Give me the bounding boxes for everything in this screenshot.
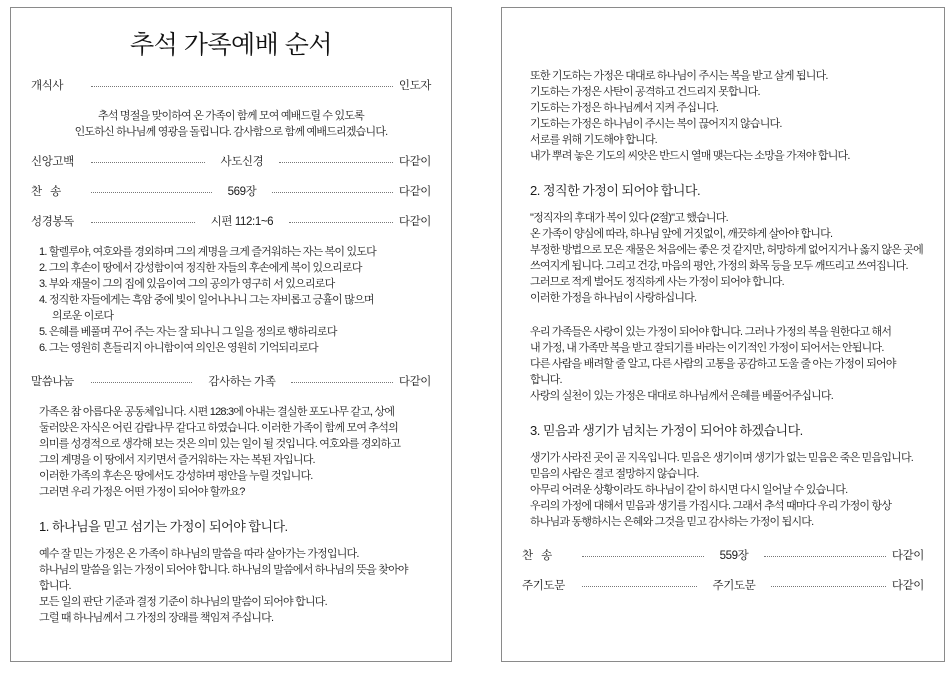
order-row-sermon [31, 374, 431, 390]
dotted-leader [91, 192, 212, 193]
row-content: 감사하는 가족 [208, 376, 276, 388]
text-line: 하나님의 말씀을 읽는 가정이 되어야 합니다. 하나님의 말씀에서 하나님의 뜻을 찾아야 합니다. [39, 564, 408, 592]
order-row-creed [31, 154, 431, 170]
text-line: 다른 사람을 배려할 줄 알고, 다른 사람의 고통을 공감하고 도울 줄 아는 가정이 되어야 합니다. [530, 358, 896, 386]
text-line: 믿음의 사람은 결코 절망하지 않습니다. [530, 468, 699, 480]
section-3-text [522, 450, 924, 530]
row-content: 시편 112:1~6 [210, 216, 274, 228]
row-label: 찬 송 [522, 550, 552, 562]
text-line: 내 가정, 내 가족만 복을 받고 잘되기를 바라는 이기적인 가정이 되어서는 안됩니다. [530, 342, 884, 354]
text-line: 이러한 가족의 후손은 땅에서도 강성하며 평안을 누릴 것입니다. [39, 470, 313, 482]
verse: 5. 은혜를 베풀며 꾸어 주는 자는 잘 되나니 그 일을 정의로 행하리로다 [39, 326, 337, 338]
sermon-intro [31, 404, 431, 500]
text-line: 쓰여지게 됩니다. 그리고 건강, 마음의 평안, 가정의 화목 등을 모두 깨뜨리고 쓰여집니다. [530, 260, 908, 272]
text-line: 그러므로 적게 벌어도 정직하게 사는 가정이 되어야 합니다. [530, 276, 784, 288]
text-line: 모든 일의 판단 기준과 결정 기준이 하나님의 말씀이 되어야 합니다. [39, 596, 327, 608]
scripture-verses [31, 244, 431, 356]
verse: 1. 할렐루야, 여호와를 경외하며 그의 계명을 크게 즐거워하는 자는 복이 있도다 [39, 246, 376, 258]
text-line: 사랑의 실천이 있는 가정은 대대로 하나님께서 은혜를 베풀어주십니다. [530, 390, 834, 402]
dotted-leader [771, 586, 886, 587]
verse: 의로운 이로다 [52, 310, 114, 322]
text-line: 기도하는 가정은 하나님이 주시는 복이 끊어지지 않습니다. [530, 118, 782, 130]
section-2-love-text [522, 324, 924, 404]
text-line: 우리의 가정에 대해서 믿음과 생기를 가집시다. 그래서 추석 때마다 우리 가정이 항상 [530, 500, 892, 512]
text-line: 그럴 때 하나님께서 그 가정의 장래를 책임져 주십니다. [39, 612, 274, 624]
text-line: 부정한 방법으로 모은 재물은 처음에는 좋은 것 같지만, 허망하게 없어지거나 옳지 않은 곳에 [530, 244, 923, 256]
dotted-leader [91, 162, 205, 163]
row-label: 주기도문 [522, 580, 565, 592]
text-line: 이러한 가정을 하나님이 사랑하십니다. [530, 292, 697, 304]
order-row-opening [31, 78, 431, 94]
left-page [10, 7, 452, 662]
text-line: 또한 기도하는 가정은 대대로 하나님이 주시는 복을 받고 살게 됩니다. [530, 70, 828, 82]
section-1-text [31, 546, 431, 626]
text-line: 생기가 사라진 곳이 곧 지옥입니다. 믿음은 생기이며 생기가 없는 믿음은 죽은 믿음입니다. [530, 452, 914, 464]
dotted-leader [272, 192, 393, 193]
order-row-closing-hymn [522, 548, 924, 564]
dotted-leader [91, 382, 192, 383]
text-line: 추석 명절을 맞이하여 온 가족이 함께 모여 예배드릴 수 있도록 [98, 110, 364, 122]
dotted-leader [582, 556, 704, 557]
row-leader: 다같이 [891, 550, 924, 562]
verse: 6. 그는 영원히 흔들리지 아니함이여 의인은 영원히 기억되리로다 [39, 342, 318, 354]
row-leader: 다같이 [398, 156, 432, 168]
verse: 2. 그의 후손이 땅에서 강성함이여 정직한 자들의 후손에게 복이 있으리로다 [39, 262, 362, 274]
row-label: 개식사 [31, 80, 64, 92]
row-leader: 인도자 [398, 80, 431, 92]
right-page [501, 7, 945, 662]
text-line: 기도하는 가정은 하나님께서 지켜 주십니다. [530, 102, 719, 114]
order-row-reading [31, 214, 431, 230]
dotted-leader [582, 586, 697, 587]
text-line: 의미를 성경적으로 생각해 보는 것은 의미 있는 일이 될 것입니다. 여호와를 경외하고 [39, 438, 401, 450]
text-line: 기도하는 가정은 사탄이 공격하고 건드리지 못합니다. [530, 86, 760, 98]
text-line: 예수 잘 믿는 가정은 온 가족이 하나님의 말씀을 따라 살아가는 가정입니다. [39, 548, 359, 560]
dotted-leader [764, 556, 886, 557]
opening-text [31, 108, 431, 140]
dotted-leader [91, 86, 393, 87]
row-label: 찬 송 [31, 186, 61, 198]
row-content: 주기도문 [712, 580, 756, 592]
row-content: 569장 [227, 186, 257, 198]
prayer-text [522, 68, 924, 164]
order-row-hymn [31, 184, 431, 200]
page-title: 추석 가족예배 순서 [129, 31, 333, 59]
dotted-leader [279, 162, 393, 163]
row-label: 말씀나눔 [31, 376, 74, 388]
row-label: 성경봉독 [31, 216, 74, 228]
text-line: 서로를 위해 기도해야 합니다. [530, 134, 657, 146]
row-leader: 다같이 [398, 216, 431, 228]
section-heading-1: 1. 하나님을 믿고 섬기는 가정이 되어야 합니다. [39, 519, 288, 534]
text-line: 우리 가족들은 사랑이 있는 가정이 되어야 합니다. 그러나 가정의 복을 원한다고 해서 [530, 326, 892, 338]
text-line: 인도하신 하나님께 영광을 돌립니다. 감사함으로 함께 예배드리겠습니다. [74, 126, 388, 138]
text-line: "정직자의 후대가 복이 있다 (2절)"고 했습니다. [530, 212, 728, 224]
verse: 3. 부와 재물이 그의 집에 있음이여 그의 공의가 영구히 서 있으리로다 [39, 278, 335, 290]
text-line: 가족은 참 아름다운 공동체입니다. 시편 128:3에 아내는 결실한 포도나무 같고, 상에 [39, 406, 395, 418]
dotted-leader [91, 222, 195, 223]
text-line: 내가 뿌려 놓은 기도의 씨앗은 반드시 열매 맺는다는 소망을 가져야 합니다. [530, 150, 850, 162]
text-line: 아무리 어려운 상황이라도 하나님이 같이 하시면 다시 일어날 수 있습니다. [530, 484, 848, 496]
dotted-leader [291, 382, 392, 383]
row-content: 사도신경 [220, 156, 264, 168]
order-row-lords-prayer [522, 578, 924, 594]
row-leader: 다같이 [891, 580, 925, 592]
text-line: 둘러앉은 자식은 어린 감람나무 같다고 하였습니다. 이러한 가족이 함께 모여 추석의 [39, 422, 398, 434]
row-leader: 다같이 [398, 186, 431, 198]
text-line: 하나님과 동행하시는 은혜와 그것을 믿고 감사하는 가정이 됩시다. [530, 516, 814, 528]
row-label: 신앙고백 [31, 156, 74, 168]
text-line: 그러면 우리 가정은 어떤 가정이 되어야 할까요? [39, 486, 245, 498]
row-leader: 다같이 [398, 376, 432, 388]
section-heading-3: 3. 믿음과 생기가 넘치는 가정이 되어야 하겠습니다. [530, 423, 803, 438]
verse: 4. 정직한 자들에게는 흑암 중에 빛이 일어나나니 그는 자비롭고 긍휼이 많으며 [39, 294, 374, 306]
text-line: 그의 계명을 이 땅에서 지키면서 즐거워하는 자는 복된 자입니다. [39, 454, 315, 466]
section-heading-2: 2. 정직한 가정이 되어야 합니다. [530, 183, 701, 198]
section-2-text [522, 210, 924, 306]
dotted-leader [289, 222, 393, 223]
row-content: 559장 [719, 550, 749, 562]
text-line: 온 가족이 양심에 따라, 하나님 앞에 거짓없이, 깨끗하게 살아야 합니다. [530, 228, 833, 240]
